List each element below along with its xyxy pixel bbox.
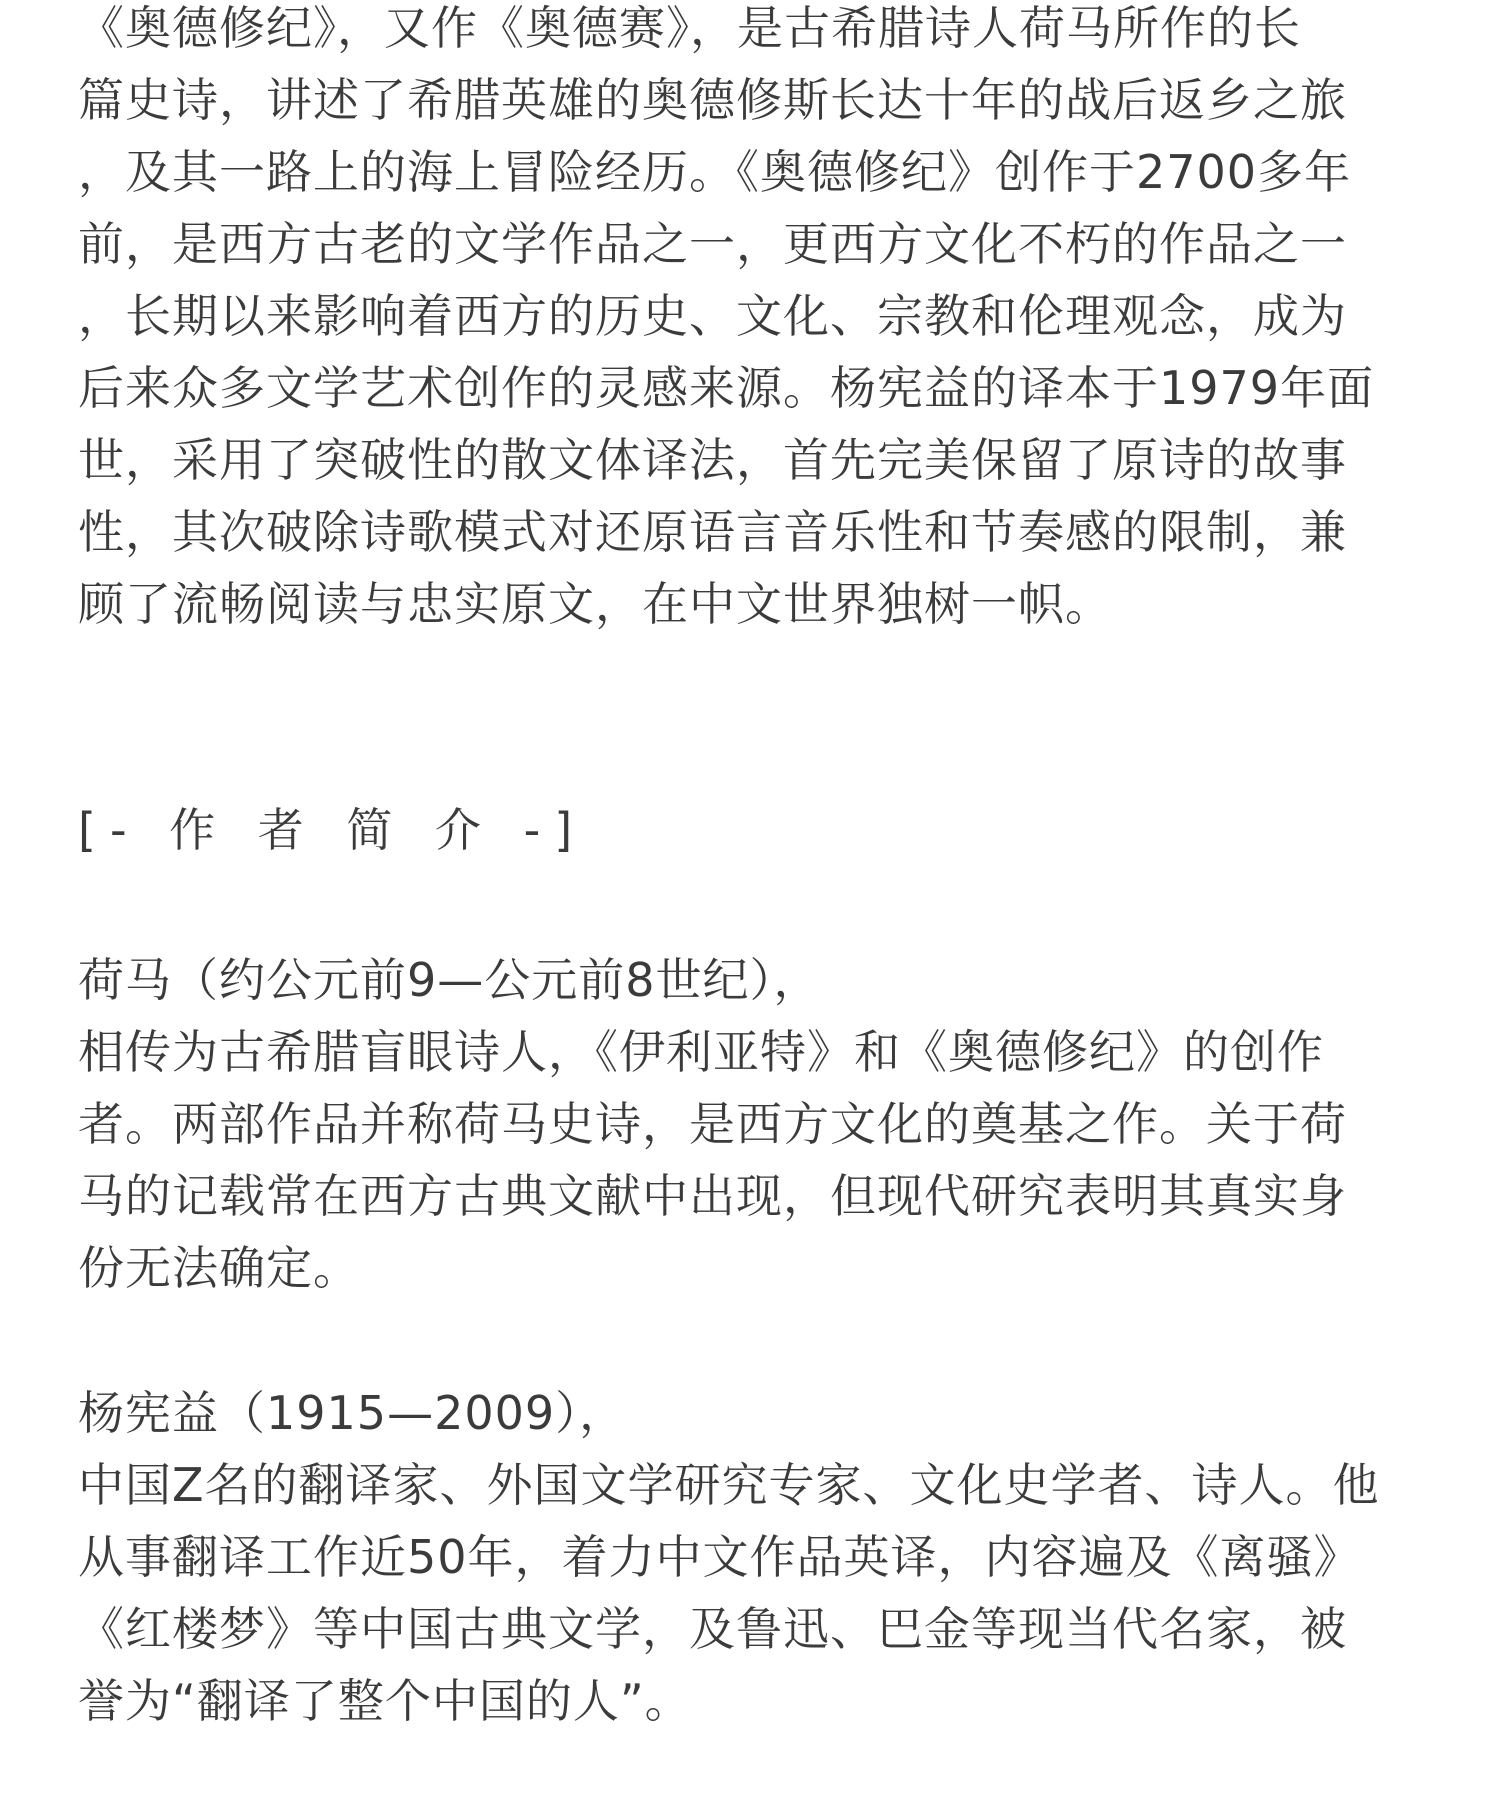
intro-line: 篇史诗，讲述了希腊英雄的奥德修斯长达十年的战后返乡之旅 (78, 73, 1347, 127)
yang-xianyi-biography (78, 1377, 1380, 1737)
book-introduction (78, 0, 1374, 640)
homer-bio-line: 荷马（约公元前9—公元前8世纪）， (78, 953, 821, 1007)
intro-line: 性，其次破除诗歌模式对还原语言音乐性和节奏感的限制，兼 (78, 505, 1347, 559)
yang-bio-line: 从事翻译工作近50年，着力中文作品英译，内容遍及《离骚》 (78, 1530, 1361, 1584)
intro-line: 顾了流畅阅读与忠实原文，在中文世界独树一帜。 (78, 577, 1112, 631)
homer-biography (78, 944, 1347, 1304)
intro-line: 世，采用了突破性的散文体译法，首先完美保留了原诗的故事 (78, 433, 1347, 487)
intro-line: 前，是西方古老的文学作品之一，更西方文化不朽的作品之一 (78, 217, 1347, 271)
homer-bio-line: 者。两部作品并称荷马史诗，是西方文化的奠基之作。关于荷 (78, 1097, 1347, 1151)
yang-bio-line: 杨宪益（1915—2009）， (78, 1386, 627, 1440)
intro-line: ，及其一路上的海上冒险经历。《奥德修纪》创作于2700多年 (78, 145, 1352, 199)
intro-line: 《奥德修纪》，又作《奥德赛》，是古希腊诗人荷马所作的长 (78, 1, 1301, 55)
intro-line: ，长期以来影响着西方的历史、文化、宗教和伦理观念，成为 (78, 289, 1347, 343)
homer-bio-line: 相传为古希腊盲眼诗人，《伊利亚特》和《奥德修纪》的创作 (78, 1025, 1324, 1079)
homer-bio-line: 马的记载常在西方古典文献中出现，但现代研究表明其真实身 (78, 1169, 1347, 1223)
yang-bio-line: 誉为“翻译了整个中国的人”。 (78, 1674, 692, 1728)
homer-bio-line: 份无法确定。 (78, 1241, 360, 1295)
author-intro-heading: [- 作 者 简 介 -] (78, 803, 587, 857)
yang-bio-line: 中国Z名的翻译家、外国文学研究专家、文化史学者、诗人。他 (78, 1458, 1380, 1512)
yang-bio-line: 《红楼梦》等中国古典文学，及鲁迅、巴金等现当代名家，被 (78, 1602, 1347, 1656)
intro-line: 后来众多文学艺术创作的灵感来源。杨宪益的译本于1979年面 (78, 361, 1375, 415)
